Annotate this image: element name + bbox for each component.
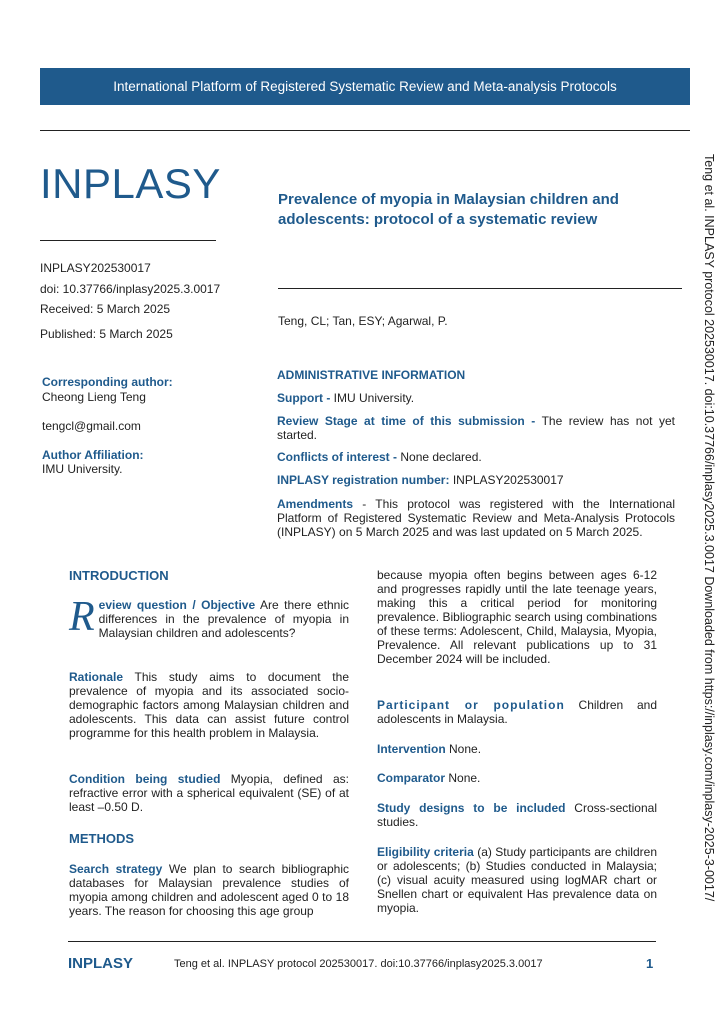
comparator-text: None.: [445, 771, 481, 785]
footer-rule: [68, 941, 656, 942]
footer-citation: Teng et al. INPLASY protocol 202530017. doi:10.37766/inplasy2025.3.0017: [174, 958, 543, 970]
coi-label: Conflicts of interest -: [277, 450, 398, 464]
corresponding-author-label: Corresponding author:: [42, 375, 173, 389]
affiliation-label: Author Affiliation:: [42, 448, 144, 462]
search-strategy: [69, 862, 349, 918]
corresponding-author-email: tengcl@gmail.com: [42, 419, 141, 433]
authors: Teng, CL; Tan, ESY; Agarwal, P.: [278, 314, 448, 328]
rationale: [69, 670, 349, 740]
introduction-heading: INTRODUCTION: [69, 568, 169, 583]
intervention: [377, 742, 657, 756]
corresponding-author-name: Cheong Lieng Teng: [42, 390, 146, 404]
search-continued: because myopia often begins between ages 6-12 and progresses rapidly until the late teenage years, making this a critical period for monitoring prevalence. Bibliographic search using combinations of these terms: Adolescent, Child, Malaysia, Myopia, Prevalence. All relevant publications up to 31 December 2024 will be included.: [377, 568, 657, 666]
title-rule: [278, 288, 682, 289]
intervention-label: Intervention: [377, 742, 446, 756]
review-question: [69, 594, 349, 640]
amend-value: - This protocol was registered with the International Platform of Registered Systematic Review and Meta-Analysis Protocols (INPLASY) on 5 March 2025 and was last updated on 5 March 2025.: [277, 497, 675, 539]
registration-id: INPLASY202530017: [40, 261, 151, 275]
stage-value: The review has not yet started.: [277, 414, 675, 442]
page-number: 1: [646, 956, 654, 971]
review-question-text: Are there ethnic differences in the prevalence of myopia in Malaysian children and adolescents?: [98, 598, 349, 640]
amend-label: Amendments: [277, 497, 354, 511]
admin-coi: [277, 450, 675, 464]
footer-logo: INPLASY: [68, 955, 134, 972]
support-label: Support -: [277, 391, 331, 405]
admin-stage: [277, 414, 675, 442]
admin-registration: [277, 473, 675, 487]
eligibility-text: (a) Study participants are children or adolescents; (b) Studies conducted in Malaysia; (c) visual acuity measured using logMAR chart or Snellen chart or equivalent Has prevalence data on myopia.: [377, 845, 657, 915]
review-question-label: eview question / Objective: [98, 598, 256, 612]
admin-support: [277, 391, 675, 405]
eligibility-label: Eligibility criteria: [377, 845, 474, 859]
participants-text: Children and adolescents in Malaysia.: [377, 698, 657, 726]
stage-label: Review Stage at time of this submission -: [277, 414, 536, 428]
eligibility: [377, 845, 657, 915]
support-value: IMU University.: [330, 391, 415, 405]
study-designs: [377, 801, 657, 829]
coi-value: None declared.: [397, 450, 482, 464]
side-citation: [700, 154, 720, 902]
comparator: [377, 771, 657, 785]
participants: [377, 698, 657, 726]
paper-title: Prevalence of myopia in Malaysian children and adolescents: protocol of a systematic review: [278, 191, 619, 228]
header-banner: International Platform of Registered Systematic Review and Meta-analysis Protocols: [40, 68, 690, 105]
search-strategy-text: We plan to search bibliographic databases for Malaysian prevalence studies of myopia among children and adolescent aged 0 to 18 years. The reason for choosing this age group: [69, 862, 349, 918]
reg-value: INPLASY202530017: [449, 473, 564, 487]
received-date: Received: 5 March 2025: [40, 302, 171, 316]
participants-label: Participant or population: [377, 698, 565, 712]
side-citation-text[interactable]: Teng et al. INPLASY protocol 202530017. doi:10.37766/inplasy2025.3.0017 Downloaded from https://inplasy.com/inplasy-2025-3-0017/: [702, 154, 716, 902]
study-designs-text: Cross-sectional studies.: [377, 801, 657, 829]
intervention-text: None.: [445, 742, 482, 756]
drop-cap: R: [69, 594, 95, 640]
search-strategy-label: Search strategy: [69, 862, 163, 876]
doi: doi: 10.37766/inplasy2025.3.0017: [40, 282, 221, 296]
condition-text: Myopia, defined as: refractive error with a spherical equivalent (SE) of at least –0.50 D.: [69, 772, 349, 814]
comparator-label: Comparator: [377, 771, 446, 785]
rationale-label: Rationale: [69, 670, 124, 684]
reg-label: INPLASY registration number:: [277, 473, 450, 487]
condition: [69, 772, 349, 814]
logo-rule: [40, 240, 216, 241]
condition-label: Condition being studied: [69, 772, 221, 786]
rationale-text: This study aims to document the prevalence of myopia and its associated socio-demographic factors among Malaysian children and adolescents. This data can assist future control programme for this health problem in Malaysia.: [69, 670, 349, 740]
admin-amendments: [277, 497, 675, 539]
header-rule: [40, 130, 690, 131]
published-date: Published: 5 March 2025: [40, 327, 173, 341]
admin-heading: [277, 368, 675, 382]
inplasy-logo: INPLASY: [40, 160, 221, 207]
methods-heading: METHODS: [69, 831, 134, 846]
study-designs-label: Study designs to be included: [377, 801, 566, 815]
admin-heading-text: ADMINISTRATIVE INFORMATION: [277, 368, 466, 382]
affiliation-value: IMU University.: [42, 462, 123, 476]
